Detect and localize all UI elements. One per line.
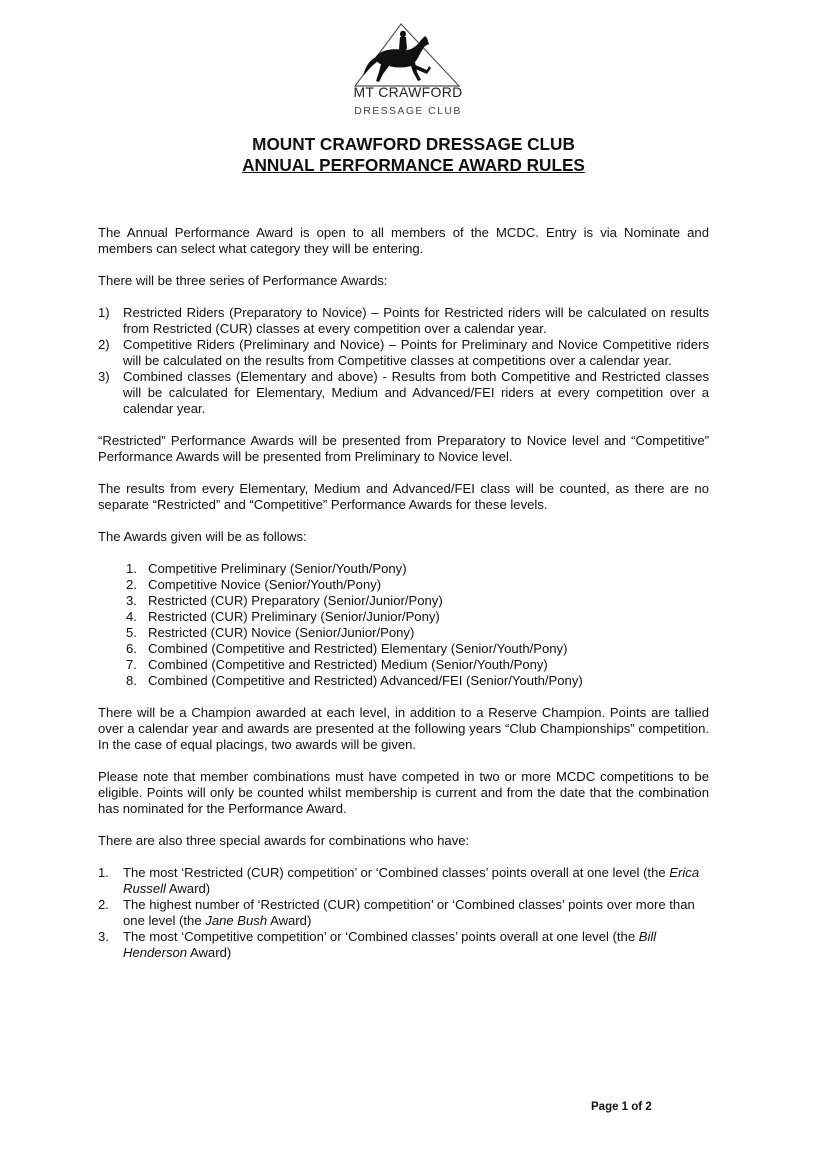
title-line1: MOUNT CRAWFORD DRESSAGE CLUB (252, 134, 575, 154)
list-text: The highest number of ‘Restricted (CUR) competition’ or ‘Combined classes’ points over more than one level (the (123, 897, 695, 928)
presented-paragraph: “Restricted” Performance Awards will be presented from Preparatory to Novice level and “Competitive” Performance Awards will be presented from Preliminary to Novice level. (98, 433, 709, 464)
list-item (98, 593, 709, 609)
intro-paragraph: The Annual Performance Award is open to all members of the MCDC. Entry is via Nominate and members can select what category they will be entering. (98, 225, 709, 256)
list-number: 3. (126, 593, 137, 608)
award-name: Bill Henderson (123, 929, 657, 960)
award-name: Erica Russell (123, 865, 700, 896)
list-item (98, 577, 709, 593)
list-text: Restricted Riders (Preparatory to Novice) – Points for Restricted riders will be calculated on results from Restricted (CUR) classes at every competition over a calendar year. (123, 305, 709, 336)
list-item (98, 561, 709, 577)
list-text: Competitive Preliminary (Senior/Youth/Pony) (148, 561, 407, 576)
eligibility-paragraph: Please note that member combinations must have competed in two or more MCDC competitions to be eligible. Points will only be counted whilst membership is current and from the date that the combination has nominated for the Performance Award. (98, 769, 709, 816)
list-item (98, 865, 709, 897)
list-text: Combined (Competitive and Restricted) Elementary (Senior/Youth/Pony) (148, 641, 568, 656)
document-body (98, 225, 709, 961)
list-text: Restricted (CUR) Novice (Senior/Junior/Pony) (148, 625, 415, 640)
list-text: Competitive Novice (Senior/Youth/Pony) (148, 577, 382, 592)
list-number: 4. (126, 609, 137, 624)
list-text: Competitive Riders (Preliminary and Novice) – Points for Preliminary and Novice Competitive riders will be calculated on the results from Competitive classes at competitions over a calendar year. (123, 337, 709, 368)
page-number: Page 1 of 2 (591, 1101, 652, 1113)
list-text: Combined classes (Elementary and above) - Results from both Competitive and Restricted classes will be calculated for Elementary, Medium and Advanced/FEI riders at every competition over a calendar year. (123, 369, 709, 416)
list-text: The most ‘Competitive competition’ or ‘Combined classes’ points overall at one level (the (123, 929, 639, 944)
list-number: 1. (126, 561, 137, 576)
awards-intro: The Awards given will be as follows: (98, 529, 307, 544)
results-paragraph: The results from every Elementary, Medium and Advanced/FEI class will be counted, as there are no separate “Restricted” and “Competitive” Performance Awards for these levels. (98, 481, 709, 512)
list-number: 5. (126, 625, 137, 640)
champion-paragraph: There will be a Champion awarded at each level, in addition to a Reserve Champion. Points are tallied over a calendar year and awards are presented at the following years “Club Championships” competition. In the case of equal placings, two awards will be given. (98, 705, 709, 752)
list-text: Restricted (CUR) Preparatory (Senior/Junior/Pony) (148, 593, 443, 608)
awards-list (98, 561, 709, 689)
list-text: The most ‘Restricted (CUR) competition’ or ‘Combined classes’ points overall at one level (the (123, 865, 670, 880)
list-item (98, 673, 709, 689)
list-text: Restricted (CUR) Preliminary (Senior/Junior/Pony) (148, 609, 440, 624)
list-item (98, 305, 709, 337)
list-number: 1. (98, 865, 109, 880)
logo-text-line2: DRESSAGE CLUB (354, 105, 462, 117)
list-text: Combined (Competitive and Restricted) Advanced/FEI (Senior/Youth/Pony) (148, 673, 583, 688)
list-item (98, 609, 709, 625)
list-item (98, 369, 709, 417)
list-number: 6. (126, 641, 137, 656)
award-name: Jane Bush (205, 913, 268, 928)
list-number: 7. (126, 657, 137, 672)
list-text: Award) (267, 913, 312, 928)
club-logo (345, 22, 471, 126)
document-title (0, 134, 827, 176)
special-intro: There are also three special awards for combinations who have: (98, 833, 470, 848)
list-number: 3) (98, 369, 110, 384)
logo-text-line1: MT CRAWFORD (353, 84, 463, 100)
list-item (98, 641, 709, 657)
list-number: 1) (98, 305, 110, 320)
list-number: 8. (126, 673, 137, 688)
list-item (98, 625, 709, 641)
list-number: 3. (98, 929, 109, 944)
list-number: 2. (98, 897, 109, 912)
series-list (98, 305, 709, 417)
list-item (98, 337, 709, 369)
series-intro: There will be three series of Performance Awards: (98, 273, 388, 288)
list-text: Combined (Competitive and Restricted) Medium (Senior/Youth/Pony) (148, 657, 548, 672)
special-awards-list (98, 865, 709, 961)
list-item (98, 929, 709, 961)
list-number: 2. (126, 577, 137, 592)
list-number: 2) (98, 337, 110, 352)
list-text: Award) (165, 881, 211, 896)
list-item (98, 897, 709, 929)
title-line2: ANNUAL PERFORMANCE AWARD RULES (242, 155, 585, 175)
list-text: Award) (187, 945, 232, 960)
horse-rider-logo-icon (345, 22, 471, 88)
list-item (98, 657, 709, 673)
